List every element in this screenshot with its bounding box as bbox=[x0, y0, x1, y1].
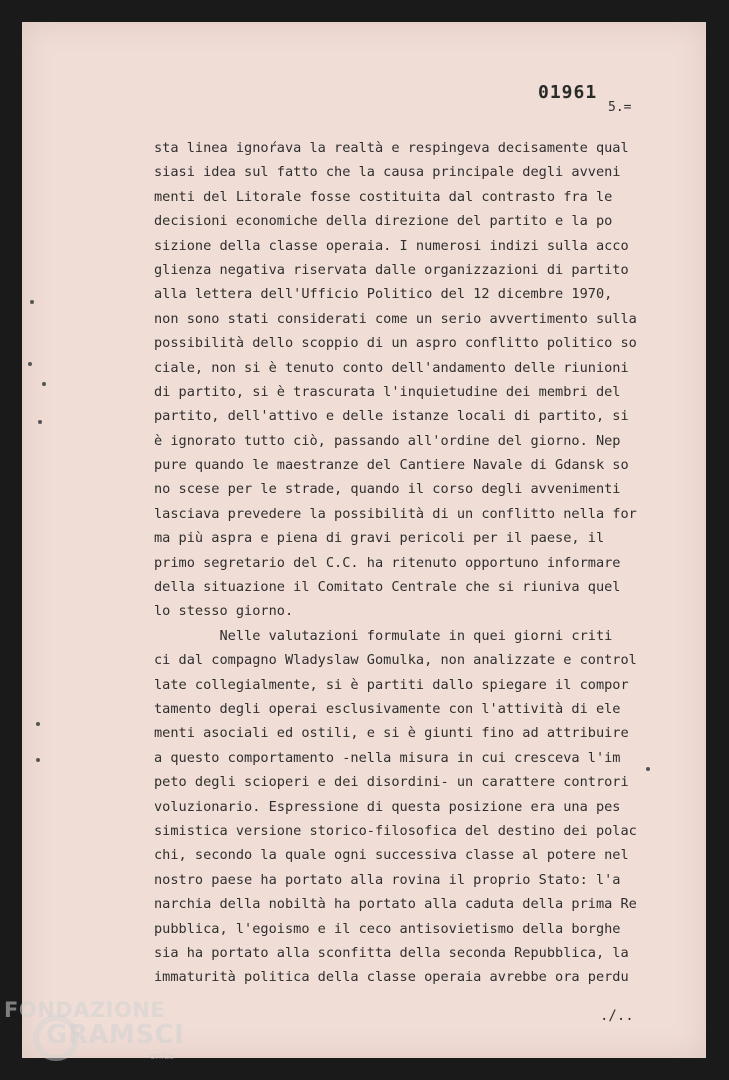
text-line: lo stesso giorno. bbox=[154, 603, 294, 620]
document-page bbox=[22, 22, 706, 1058]
text-line: simistica versione storico-filosofica del destino dei polac bbox=[154, 822, 637, 839]
text-line: alla lettera dell'Ufficio Politico del 12 dicembre 1970, bbox=[154, 286, 613, 303]
sheet-number: 5.= bbox=[608, 100, 632, 115]
text-line: lasciava prevedere la possibilità di un conflitto nella for bbox=[154, 505, 637, 522]
text-line: no scese per le strade, quando il corso degli avvenimenti bbox=[154, 481, 621, 498]
text-line: ciale, non si è tenuto conto dell'andamento delle riunioni bbox=[154, 359, 629, 376]
margin-mark bbox=[28, 362, 32, 366]
text-line: è ignorato tutto ciò, passando all'ordine del giorno. Nep bbox=[154, 432, 621, 449]
text-line: ma più aspra e piena di gravi pericoli per il paese, il bbox=[154, 530, 605, 547]
text-line: decisioni economiche della direzione del partito e la po bbox=[154, 213, 613, 230]
text-line: glienza negativa riservata dalle organizzazioni di partito bbox=[154, 261, 629, 278]
watermark-text: FONDAZIONE bbox=[4, 998, 166, 1022]
text-line: sia ha portato alla sconfitta della seconda Repubblica, la bbox=[154, 944, 629, 961]
text-line: pure quando le maestranze del Cantiere Navale di Gdansk so bbox=[154, 457, 629, 474]
text-line: immaturità politica della classe operaia avrebbe ora perdu bbox=[154, 969, 629, 986]
body-text bbox=[154, 136, 694, 990]
margin-mark bbox=[36, 758, 40, 762]
margin-mark bbox=[38, 420, 42, 424]
margin-mark bbox=[646, 767, 650, 771]
text-line: non sono stati considerati come un serio avvertimento sulla bbox=[154, 310, 637, 327]
margin-mark bbox=[42, 382, 46, 386]
margin-mark bbox=[36, 722, 40, 726]
watermark-text: GRAMSCI bbox=[46, 1020, 185, 1050]
text-line: narchia della nobiltà ha portato alla caduta della prima Re bbox=[154, 896, 637, 913]
text-line: siasi idea sul fatto che la causa principale degli avveni bbox=[154, 164, 621, 181]
margin-mark bbox=[30, 300, 34, 304]
text-line: sizione della classe operaia. I numerosi indizi sulla acco bbox=[154, 237, 629, 254]
text-line: partito, dell'attivo e delle istanze locali di partito, si bbox=[154, 408, 629, 425]
text-line: Nelle valutazioni formulate in quei giorni criti bbox=[154, 627, 613, 644]
text-line: ci dal compagno Wladyslaw Gomulka, non analizzate e control bbox=[154, 652, 637, 669]
text-line: voluzionario. Espressione di questa posizione era una pes bbox=[154, 798, 621, 815]
text-line: a questo comportamento -nella misura in cui cresceva l'im bbox=[154, 749, 621, 766]
text-line: nostro paese ha portato alla rovina il proprio Stato: l'a bbox=[154, 871, 621, 888]
text-line: della situazione il Comitato Centrale che si riuniva quel bbox=[154, 579, 621, 596]
text-line: possibilità dello scoppio di un aspro conflitto politico so bbox=[154, 335, 637, 352]
fondazione-gramsci-watermark bbox=[2, 996, 202, 1080]
text-line: pubblica, l'egoismo e il ceco antisovietismo della borghe bbox=[154, 920, 621, 937]
text-line: sta linea ignoŕava la realtà e respingeva decisamente qual bbox=[154, 140, 629, 156]
text-line: chi, secondo la quale ogni successiva classe al potere nel bbox=[154, 847, 629, 864]
watermark-text: onlus bbox=[150, 1052, 175, 1062]
text-line: peto degli scioperi e dei disordini- un carattere controri bbox=[154, 774, 629, 791]
text-line: late collegialmente, si è partiti dallo spiegare il compor bbox=[154, 676, 629, 693]
text-line: di partito, si è trascurata l'inquietudine dei membri del bbox=[154, 383, 621, 400]
archive-page-number: 01961 bbox=[538, 82, 598, 103]
text-line: tamento degli operai esclusivamente con l'attività di ele bbox=[154, 700, 621, 717]
text-line: menti del Litorale fosse costituita dal contrasto fra le bbox=[154, 188, 613, 205]
continuation-mark: ./.. bbox=[600, 1008, 634, 1024]
text-line: primo segretario del C.C. ha ritenuto opportuno informare bbox=[154, 554, 621, 571]
text-line: menti asociali ed ostili, e si è giunti fino ad attribuire bbox=[154, 725, 629, 742]
